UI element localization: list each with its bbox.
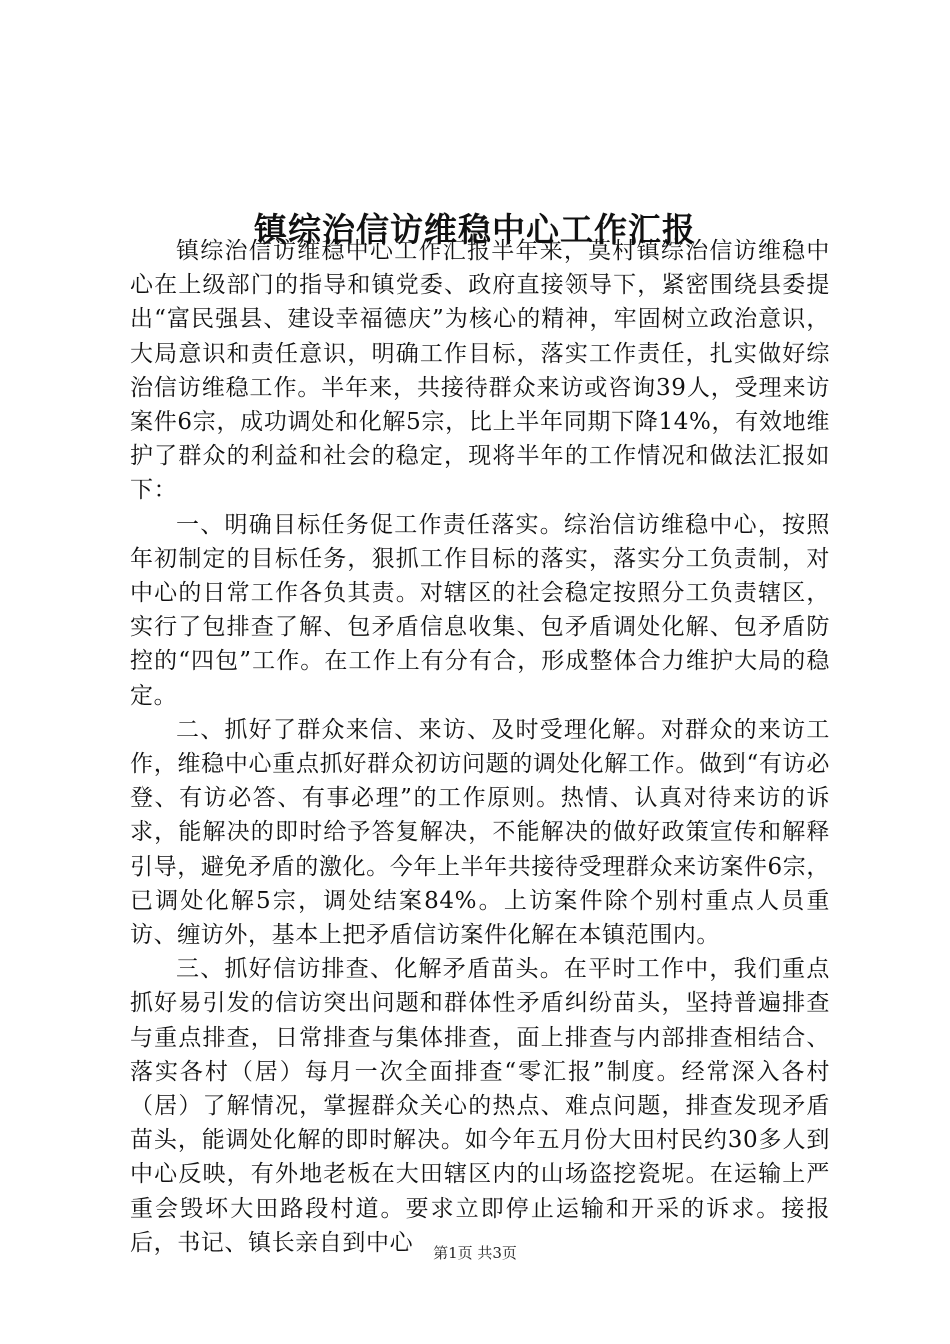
paragraph-section-1: 一、明确目标任务促工作责任落实。综治信访维稳中心，按照年初制定的目标任务，狠抓工作目标的落实，落实分工负责制，对中心的日常工作各负其责。对辖区的社会稳定按照分工负责辖区，实行了包排查了解、包矛盾信息收集、包矛盾调处化解、包矛盾防控的“四包”工作。在工作上有分有合，形成整体合力维护大局的稳定。 — [130, 511, 830, 709]
paragraph-section-3: 三、抓好信访排查、化解矛盾苗头。在平时工作中，我们重点抓好易引发的信访突出问题和群体性矛盾纠纷苗头，坚持普遍排查与重点排查，日常排查与集体排查，面上排查与内部排查相结合、落实各村（居）每月一次全面排查“零汇报”制度。经常深入各村（居）了解情况，掌握群众关心的热点、难点问题，排查发现矛盾苗头，能调处化解的即时解决。如今年五月份大田村民约30多人到中心反映，有外地老板在大田辖区内的山场盗挖瓷坭。在运输上严重会毁坏大田路段村道。要求立即停止运输和开采的诉求。接报后，书记、镇长亲自到中心 — [130, 956, 830, 1256]
document-body — [130, 234, 830, 1260]
paragraph-intro: 镇综治信访维稳中心工作汇报半年来，莫村镇综治信访维稳中心在上级部门的指导和镇党委、政府直接领导下，紧密围绕县委提出“富民强县、建设幸福德庆”为核心的精神，牢固树立政治意识，大局意识和责任意识，明确工作目标，落实工作责任，扎实做好综治信访维稳工作。半年来，共接待群众来访或咨询39人，受理来访案件6宗，成功调处和化解5宗，比上半年同期下降14%，有效地维护了群众的利益和社会的稳定，现将半年的工作情况和做法汇报如下： — [130, 238, 830, 504]
document-title: 镇综治信访维稳中心工作汇报 — [254, 210, 696, 250]
page-footer: 第1页 共3页 — [433, 1244, 517, 1262]
paragraph-section-2: 二、抓好了群众来信、来访、及时受理化解。对群众的来访工作，维稳中心重点抓好群众初访问题的调处化解工作。做到“有访必登、有访必答、有事必理”的工作原则。热情、认真对待来访的诉求，能解决的即时给予答复解决，不能解决的做好政策宣传和解释引导，避免矛盾的激化。今年上半年共接待受理群众来访案件6宗，已调处化解5宗，调处结案84%。上访案件除个别村重点人员重访、缠访外，基本上把矛盾信访案件化解在本镇范围内。 — [130, 716, 830, 949]
